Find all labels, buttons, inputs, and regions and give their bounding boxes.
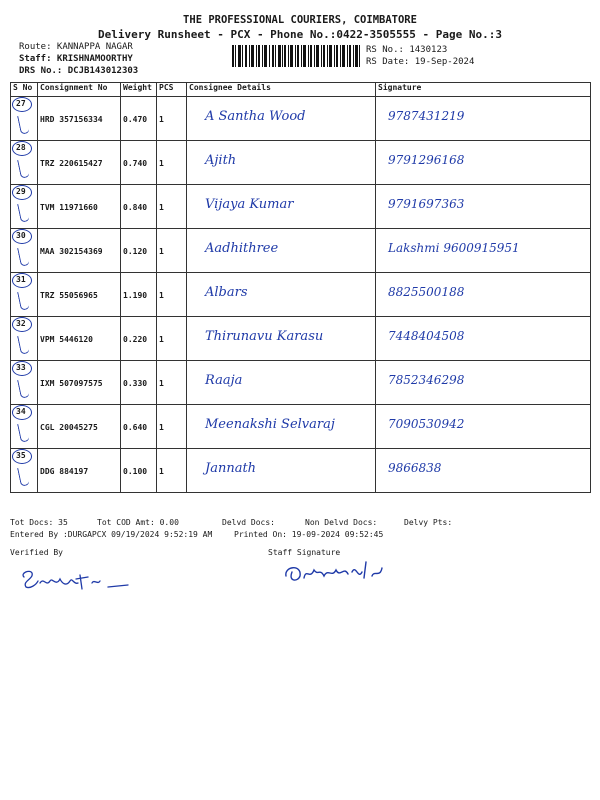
table-row	[11, 273, 591, 317]
sno-circle-mark	[12, 405, 32, 420]
signature-cell-text: 8825500188	[388, 285, 465, 299]
sno-cell-text: 35	[16, 451, 26, 460]
sno-circle-mark	[12, 273, 32, 288]
signature-cell-text: 7852346298	[388, 373, 465, 387]
pcs-cell	[157, 97, 187, 141]
col-header-signature: Signature	[376, 83, 591, 97]
consignment-cell	[38, 141, 121, 185]
weight-cell-text: 0.330	[123, 379, 148, 388]
delivered-tick-mark	[17, 290, 30, 310]
weight-cell-text: 0.640	[123, 423, 148, 432]
consignment-cell-text: CGL 20045275	[40, 423, 98, 432]
signature-cell	[376, 229, 591, 273]
verified-by-label: Verified By	[10, 548, 63, 557]
consignment-cell	[38, 229, 121, 273]
sno-circle-mark	[12, 185, 32, 200]
delivered-tick-mark	[17, 158, 30, 178]
sno-cell	[11, 141, 38, 185]
pcs-cell-text: 1	[159, 115, 164, 124]
table-row	[11, 405, 591, 449]
signature-cell-text: 7448404508	[388, 329, 465, 343]
sno-cell	[11, 361, 38, 405]
sno-cell	[11, 405, 38, 449]
pcs-cell-text: 1	[159, 379, 164, 388]
delivered-tick-mark	[17, 114, 30, 134]
drs-number: DRS No.: DCJB143012303	[19, 66, 139, 76]
consignee-cell	[187, 317, 376, 361]
pcs-cell-text: 1	[159, 247, 164, 256]
route-label: Route: KANNAPPA NAGAR	[19, 42, 133, 52]
consignee-cell	[187, 185, 376, 229]
sno-cell-text: 32	[16, 319, 26, 328]
weight-cell-text: 0.740	[123, 159, 148, 168]
delivered-tick-mark	[17, 466, 30, 486]
staff-label: Staff: KRISHNAMOORTHY	[19, 54, 133, 64]
consignee-cell-text: Thirunavu Karasu	[205, 329, 324, 344]
pcs-cell-text: 1	[159, 467, 164, 476]
table-row	[11, 361, 591, 405]
pcs-cell	[157, 229, 187, 273]
consignee-cell-text: Aadhithree	[205, 241, 279, 256]
signature-cell-text: 9866838	[388, 461, 442, 475]
staff-signature	[282, 556, 422, 588]
tot-docs: Tot Docs: 35	[10, 518, 68, 527]
consignment-cell-text: TVM 11971660	[40, 203, 98, 212]
delivery-points: Delvy Pts:	[404, 518, 453, 527]
consignee-cell	[187, 141, 376, 185]
pcs-cell-text: 1	[159, 335, 164, 344]
table-row	[11, 141, 591, 185]
signature-cell-text: 7090530942	[388, 417, 465, 431]
consignee-cell	[187, 97, 376, 141]
table-header-row	[11, 83, 591, 97]
col-header-consignment: Consignment No	[38, 83, 121, 97]
pcs-cell	[157, 361, 187, 405]
signature-cell-text: 9791296168	[388, 153, 465, 167]
pcs-cell	[157, 317, 187, 361]
runsheet-subtitle: Delivery Runsheet - PCX - Phone No.:0422-3505555 - Page No.:3	[98, 28, 502, 41]
col-header-consignee: Consignee Details	[187, 83, 376, 97]
staff-signature-label: Staff Signature	[268, 548, 341, 557]
pcs-cell	[157, 273, 187, 317]
sno-cell-text: 33	[16, 363, 26, 372]
weight-cell-text: 1.190	[123, 291, 148, 300]
sno-cell-text: 29	[16, 187, 26, 196]
consignee-cell	[187, 273, 376, 317]
sno-cell-text: 34	[16, 407, 26, 416]
runsheet-table	[10, 82, 591, 493]
delivered-docs: Delvd Docs:	[222, 518, 275, 527]
consignment-cell-text: VPM 5446120	[40, 335, 93, 344]
table-row	[11, 317, 591, 361]
sno-cell	[11, 185, 38, 229]
signature-cell	[376, 317, 591, 361]
weight-cell	[121, 229, 157, 273]
pcs-cell-text: 1	[159, 203, 164, 212]
table-row	[11, 97, 591, 141]
pcs-cell-text: 1	[159, 423, 164, 432]
signature-cell-text: Lakshmi 9600915951	[388, 241, 520, 255]
pcs-cell-text: 1	[159, 291, 164, 300]
consignee-cell-text: Ajith	[205, 153, 237, 168]
barcode	[232, 45, 360, 67]
weight-cell-text: 0.120	[123, 247, 148, 256]
signature-cell	[376, 97, 591, 141]
consignment-cell	[38, 273, 121, 317]
consignee-cell	[187, 361, 376, 405]
sno-circle-mark	[12, 361, 32, 376]
weight-cell	[121, 405, 157, 449]
weight-cell	[121, 361, 157, 405]
entered-by: Entered By :DURGAPCX 09/19/2024 9:52:19 AM	[10, 530, 213, 539]
consignment-cell	[38, 405, 121, 449]
sno-cell-text: 31	[16, 275, 26, 284]
consignee-cell	[187, 405, 376, 449]
weight-cell	[121, 141, 157, 185]
consignment-cell	[38, 361, 121, 405]
consignee-cell-text: A Santha Wood	[205, 109, 306, 124]
sno-cell	[11, 97, 38, 141]
company-title: THE PROFESSIONAL COURIERS, COIMBATORE	[183, 14, 417, 26]
signature-cell-text: 9791697363	[388, 197, 465, 211]
delivered-tick-mark	[17, 378, 30, 398]
pcs-cell	[157, 405, 187, 449]
weight-cell	[121, 185, 157, 229]
signature-cell	[376, 141, 591, 185]
delivered-tick-mark	[17, 202, 30, 222]
consignee-cell-text: Meenakshi Selvaraj	[205, 417, 335, 432]
signature-cell-text: 9787431219	[388, 109, 465, 123]
weight-cell-text: 0.100	[123, 467, 148, 476]
pcs-cell	[157, 141, 187, 185]
delivered-tick-mark	[17, 246, 30, 266]
verified-by-signature	[18, 565, 158, 595]
signature-cell	[376, 449, 591, 493]
weight-cell-text: 0.220	[123, 335, 148, 344]
consignment-cell-text: IXM 507097575	[40, 379, 103, 388]
consignment-cell	[38, 185, 121, 229]
consignee-cell-text: Vijaya Kumar	[205, 197, 294, 212]
delivered-tick-mark	[17, 334, 30, 354]
consignee-cell	[187, 229, 376, 273]
rs-number: RS No.: 1430123	[366, 45, 448, 55]
weight-cell	[121, 97, 157, 141]
consignee-cell	[187, 449, 376, 493]
pcs-cell	[157, 449, 187, 493]
sno-circle-mark	[12, 97, 32, 112]
col-header-weight: Weight	[121, 83, 157, 97]
weight-cell	[121, 317, 157, 361]
consignment-cell-text: TRZ 55056965	[40, 291, 98, 300]
consignee-cell-text: Raaja	[205, 373, 243, 388]
signature-cell	[376, 361, 591, 405]
signature-cell	[376, 405, 591, 449]
consignment-cell	[38, 97, 121, 141]
sno-cell	[11, 449, 38, 493]
delivered-tick-mark	[17, 422, 30, 442]
col-header-pcs: PCS	[157, 83, 187, 97]
sno-cell-text: 28	[16, 143, 26, 152]
pcs-cell	[157, 185, 187, 229]
consignee-cell-text: Jannath	[205, 461, 257, 476]
rs-date: RS Date: 19-Sep-2024	[366, 57, 475, 67]
col-header-sno: S No	[11, 83, 38, 97]
weight-cell	[121, 449, 157, 493]
sno-cell	[11, 229, 38, 273]
sno-cell-text: 27	[16, 99, 26, 108]
sno-cell	[11, 273, 38, 317]
table-row	[11, 229, 591, 273]
pcs-cell-text: 1	[159, 159, 164, 168]
printed-on: Printed On: 19-09-2024 09:52:45	[234, 530, 384, 539]
consignment-cell-text: TRZ 220615427	[40, 159, 103, 168]
signature-cell	[376, 185, 591, 229]
consignment-cell-text: DDG 884197	[40, 467, 89, 476]
non-delivered-docs: Non Delvd Docs:	[305, 518, 378, 527]
signature-cell	[376, 273, 591, 317]
consignment-cell	[38, 449, 121, 493]
sno-circle-mark	[12, 141, 32, 156]
sno-cell-text: 30	[16, 231, 26, 240]
consignment-cell-text: HRD 357156334	[40, 115, 103, 124]
sno-cell	[11, 317, 38, 361]
weight-cell-text: 0.840	[123, 203, 148, 212]
weight-cell	[121, 273, 157, 317]
tot-cod-amount: Tot COD Amt: 0.00	[97, 518, 179, 527]
table-row	[11, 185, 591, 229]
weight-cell-text: 0.470	[123, 115, 148, 124]
sno-circle-mark	[12, 317, 32, 332]
consignee-cell-text: Albars	[205, 285, 248, 300]
consignment-cell	[38, 317, 121, 361]
sno-circle-mark	[12, 229, 32, 244]
consignment-cell-text: MAA 302154369	[40, 247, 103, 256]
table-row	[11, 449, 591, 493]
sno-circle-mark	[12, 449, 32, 464]
